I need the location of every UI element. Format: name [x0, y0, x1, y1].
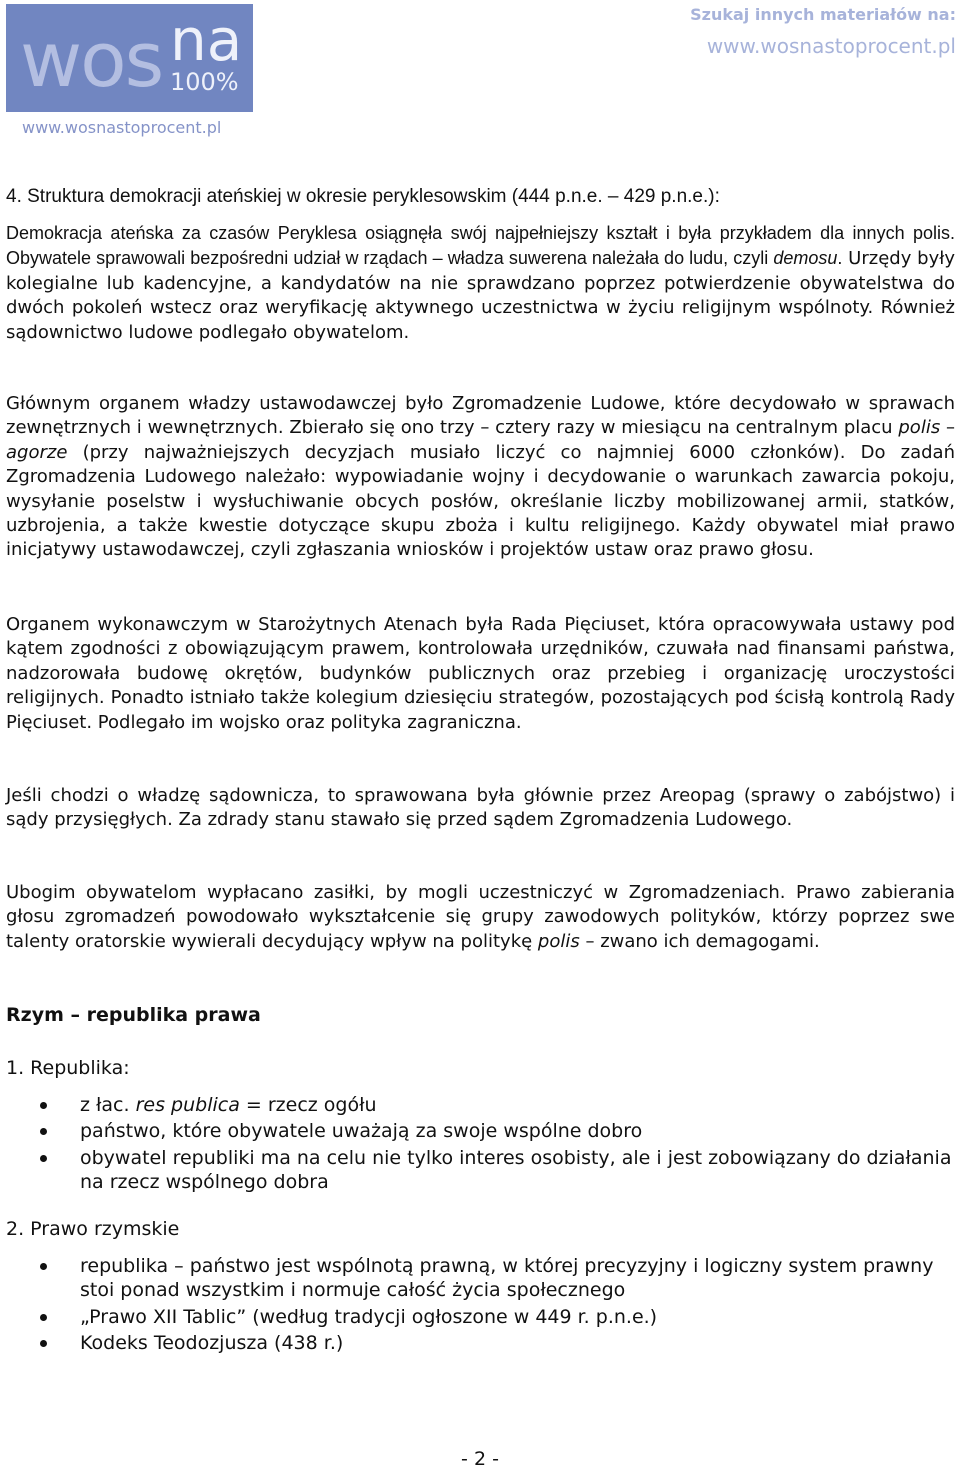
bullet-icon — [40, 1340, 47, 1347]
paragraph-text: Demokracja ateńska za czasów Peryklesa osiągnęła swój najpełniejszy kształt i była przykładem dla innych polis. Obywatele sprawowali bezpośredni udział w rządach – władza suwerena należała do ludu, czyli — [6, 223, 955, 269]
section-roman-law-title: 2. Prawo rzymskie — [6, 1218, 180, 1240]
list-item — [6, 1146, 955, 1195]
promo-title: Szukaj innych materiałów na: — [690, 5, 956, 24]
list-item-text: obywatel republiki ma na celu nie tylko interes osobisty, ale i jest zobowiązany do działania na rzecz wspólnego dobra — [80, 1146, 952, 1194]
paragraph-athenian-democracy — [6, 221, 955, 345]
section-heading-athens: 4. Struktura demokracji ateńskiej w okresie peryklesowskim (444 p.n.e. – 429 p.n.e.): — [6, 186, 720, 207]
bullet-icon — [40, 1128, 47, 1135]
roman-law-list — [6, 1254, 955, 1358]
paragraph-italic-term: agorze — [6, 441, 68, 463]
bullet-icon — [40, 1102, 47, 1109]
paragraph-italic-term: polis — [898, 417, 941, 439]
list-item-text: Kodeks Teodozjusza (438 r.) — [80, 1332, 344, 1355]
logo-na-text: na — [170, 6, 243, 74]
rome-heading: Rzym – republika prawa — [6, 1004, 261, 1026]
list-item-text: państwo, które obywatele uważają za swoje wspólne dobro — [80, 1120, 643, 1143]
list-item — [6, 1254, 955, 1303]
paragraph-council-500: Organem wykonawczym w Starożytnych Atenach była Rada Pięciuset, która opracowywała ustawy pod kątem zgodności z obowiązującym prawem, kontrolowała urzędników, czuwała nad finansami państwa, nadzorowała budowę okrętów, budynków publicznych oraz przebieg i organizację uroczystości religijnych. Ponadto istniało także kolegium dziesięciu strategów, pozostających pod ścisłą kontrolą Rady Pięciuset. Podlegało im wojsko oraz polityka zagraniczna. — [6, 614, 955, 733]
bullet-icon — [40, 1314, 47, 1321]
paragraph-text: . — [837, 248, 843, 269]
list-item-italic: res publica — [135, 1094, 240, 1116]
page-number: - 2 - — [461, 1448, 499, 1470]
paragraph-text: Głównym organem władzy ustawodawczej było Zgromadzenie Ludowe, które decydowało w sprawach zewnętrznych i wewnętrznych. Zbierało się ono trzy – cztery razy w miesiącu na centralnym placu — [6, 393, 955, 439]
list-item — [6, 1331, 955, 1355]
logo-wos-text: wos — [20, 15, 163, 104]
section-republic-title: 1. Republika: — [6, 1057, 130, 1079]
bullet-icon — [40, 1155, 47, 1162]
list-item-text: „Prawo XII Tablic” (według tradycji ogłoszone w 449 r. p.n.e.) — [80, 1305, 658, 1328]
paragraph-judiciary: Jeśli chodzi o władzę sądownicza, to sprawowana była głównie przez Areopag (sprawy o zabójstwo) i sądy przysięgłych. Za zdrady stanu stawało się przed sądem Zgromadzenia Ludowego. — [6, 785, 955, 831]
paragraph-italic-term: polis — [537, 930, 580, 952]
site-logo[interactable] — [6, 4, 253, 112]
list-item — [6, 1119, 955, 1143]
paragraph-italic-term: demosu — [773, 248, 838, 269]
list-item-text: z łac. — [80, 1094, 136, 1116]
list-item-text: = rzecz ogółu — [239, 1094, 377, 1116]
paragraph-demagogues — [6, 881, 955, 954]
list-item-text: republika – państwo jest wspólnotą prawną, w której precyzyjny i logiczny system prawny stoi ponad wszystkim i normuje całość życia społecznego — [80, 1255, 934, 1302]
paragraph-text: Urzędy były kolegialne lub kadencyjne, a kandydatów na nie sprawdzano poprzez potwierdzenie obywatelstwa do dwóch pokoleń wstecz oraz weryfikację aktywnego uczestnictwa w życiu religijnym wspólnoty. Również sądownictwo ludowe podlegało obywatelom. — [6, 248, 955, 343]
logo-percent-text: 100% — [170, 68, 239, 96]
republic-list — [6, 1093, 955, 1197]
list-item — [6, 1305, 955, 1329]
bullet-icon — [40, 1263, 47, 1270]
paragraph-text: Ubogim obywatelom wypłacano zasiłki, by mogli uczestniczyć w Zgromadzeniach. Prawo zabierania głosu zgromadzeń powodowało wykształcenie się grupy zawodowych polityków, którzy poprzez swe talenty oratorskie wywierali decydujący wpływ na politykę — [6, 882, 955, 952]
list-item — [6, 1093, 955, 1117]
paragraph-text: (przy najważniejszych decyzjach musiało liczyć co najmniej 6000 członków). Do zadań Zgromadzenia Ludowego należało: wypowiadanie wojny i decydowanie o warunkach zawarcia pokoju, wysyłanie poselstw i wysłuchiwanie obcych posłów, określanie liczby mobilizowanej armii, statków, uzbrojenia, a także kwestie dotyczące skupu zboża i kultu religijnego. Każdy obywatel miał prawo inicjatywy ustawodawczej, czyli zgłaszania wniosków i projektów ustaw oraz prawo głosu. — [6, 441, 955, 561]
paragraph-text: – — [940, 417, 955, 439]
promo-url-link[interactable]: www.wosnastoprocent.pl — [706, 34, 956, 58]
paragraph-text: – zwano ich demagogami. — [579, 930, 820, 952]
logo-url-link[interactable]: www.wosnastoprocent.pl — [22, 118, 222, 137]
paragraph-people-assembly — [6, 392, 955, 563]
